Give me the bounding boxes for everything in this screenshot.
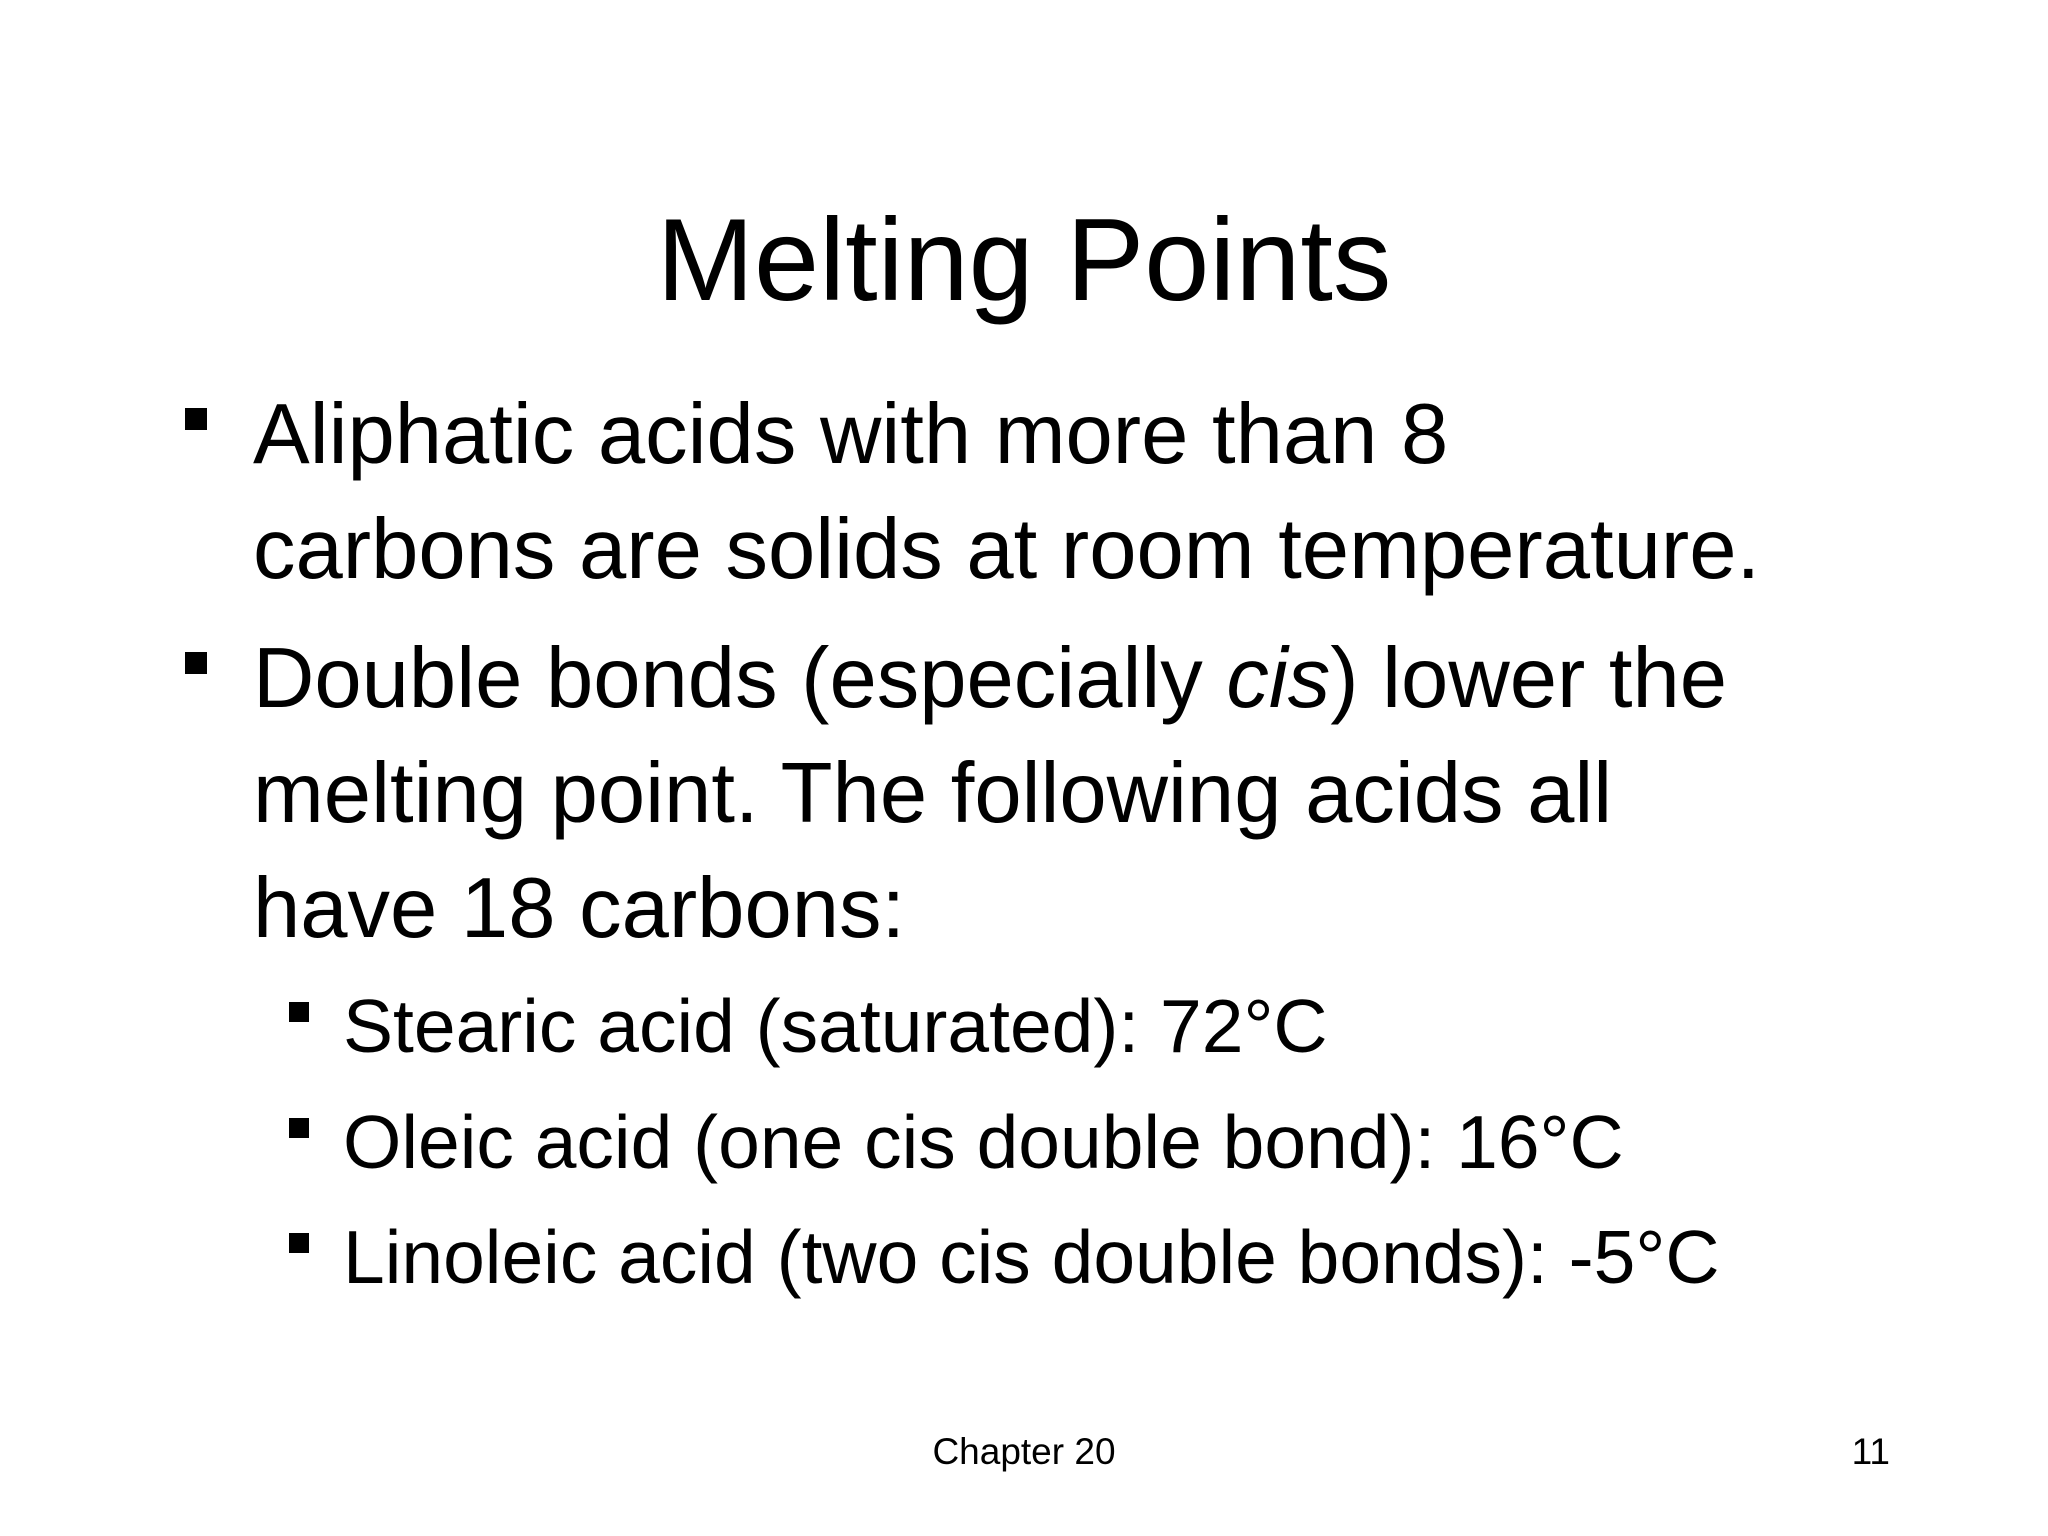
bullet-2-line-1 bbox=[253, 621, 1727, 736]
subbullet-marker bbox=[289, 1002, 309, 1022]
slide-title: Melting Points bbox=[656, 194, 1392, 325]
page-number: 11 bbox=[1851, 1431, 1890, 1472]
bullet-1-line-2: carbons are solids at room temperature. bbox=[253, 502, 1761, 597]
subbullet-linoleic: Linoleic acid (two cis double bonds): -5°C bbox=[343, 1215, 1720, 1299]
bullet-marker bbox=[185, 652, 207, 674]
subbullet-marker bbox=[289, 1118, 309, 1138]
bullet-2-text-start: Double bonds (especially bbox=[253, 631, 1227, 726]
subbullet-oleic: Oleic acid (one cis double bond): 16°C bbox=[343, 1100, 1624, 1184]
bullet-2-line-3: have 18 carbons: bbox=[253, 861, 906, 956]
bullet-1-line-1: Aliphatic acids with more than 8 bbox=[253, 387, 1449, 482]
subbullet-marker bbox=[289, 1233, 309, 1253]
bullet-marker bbox=[185, 408, 207, 430]
bullet-2-line-2: melting point. The following acids all bbox=[253, 746, 1613, 841]
cis-emphasis: cis bbox=[1226, 631, 1331, 726]
footer-chapter: Chapter 20 bbox=[932, 1431, 1116, 1472]
subbullet-stearic: Stearic acid (saturated): 72°C bbox=[343, 984, 1328, 1068]
bullet-2-text-end: ) lower the bbox=[1330, 631, 1728, 726]
